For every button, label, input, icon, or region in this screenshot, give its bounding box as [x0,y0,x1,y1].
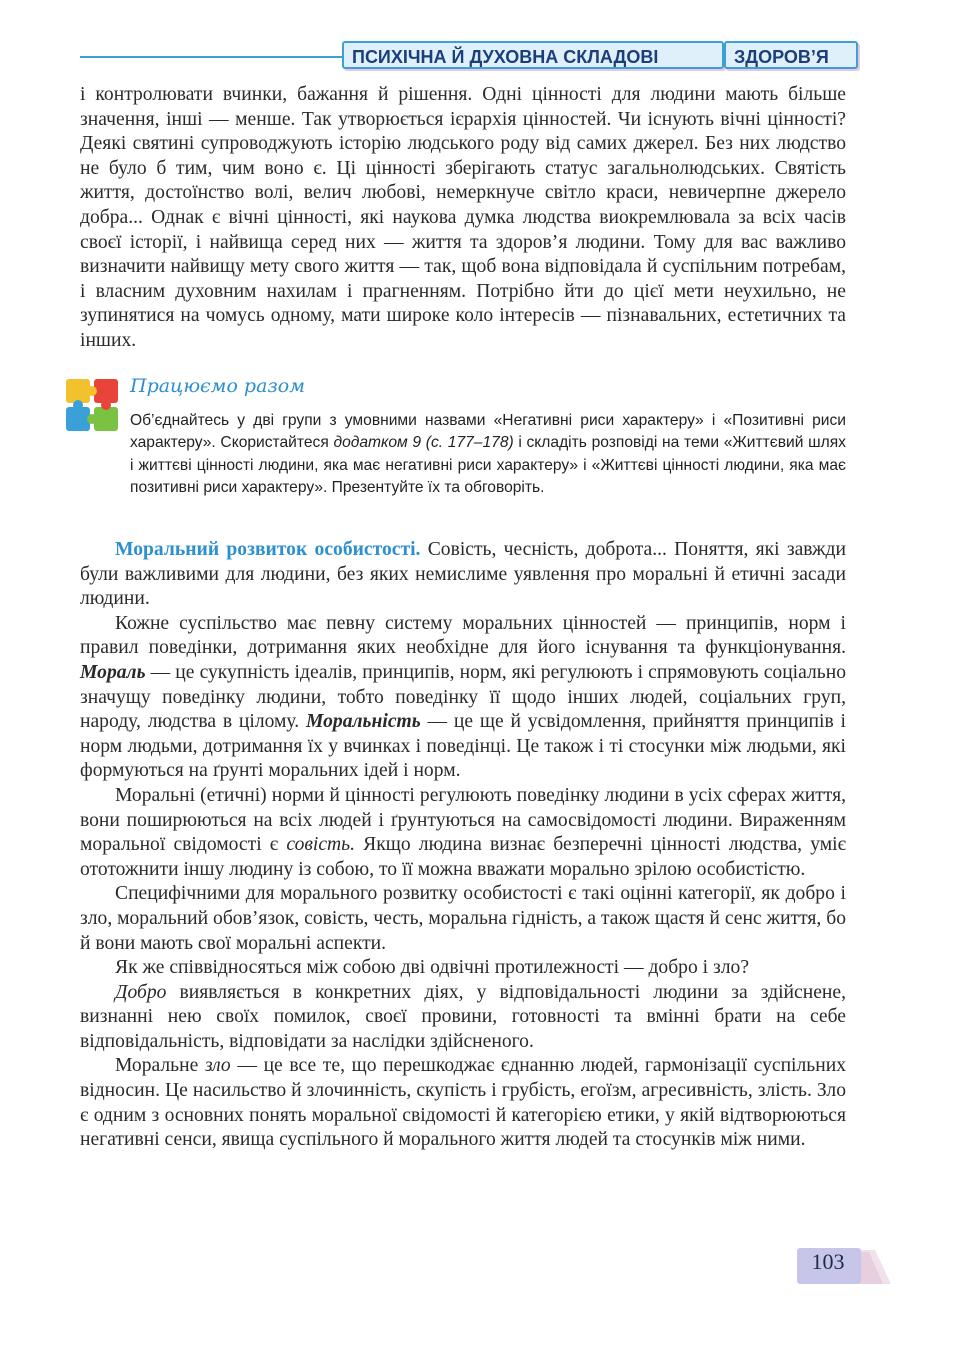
intro-text: і контролювати вчинки, бажання й рішення. Одні цінності для людини мають більше значення, інші — менше. Так утворюється ієрархія цінностей. Чи існують вічні цінності? Деякі святині супроводжують історію людського роду від самих джерел. Без них людство не було б тим, чим воно є. Ці цінності зберігають статус загальнолюдських. Святість життя, достоїнство волі, велич любові, немеркнуче світло краси, невичерпне джерело добра... Однак є вічні цінності, які наукова думка людства виокремлювала за всіх часів своєї історії, і найвища серед них — життя та здоров’я людини. Тому для вас важливо визначити найвищу мету свого життя — так, щоб вона відповідала й суспільним потребам, і власним духовним нахилам і прагненням. Потрібно йти до цієї мети неухильно, не зупинятися на чомусь одному, мати широке коло інтересів — пізнавальних, естетичних та інших. [80,84,846,351]
paragraph-text: Моральні (етичні) норми й цінності регулюють поведінку людини в усіх сферах життя, вони поширюються на всіх людей і ґрунтуються на самосвідомості людини. Вираженням моральної свідомості є [80,784,846,856]
workbox-text [130,410,846,500]
paragraph-text: Кожне суспільство має певну систему моральних цінностей — принципів, норм і правил поведінки, дотримання яких необхідне для його існування та функціонування. [80,612,846,659]
main-section [80,538,846,1153]
term-moral: Мораль [80,661,146,683]
paragraph [80,784,846,882]
paragraph-text: — це ще й усвідомлення, прийняття принципів і норм людьми, дотримання їх у вчинках і поведінці. Це також і ті стосунки між людьми, які формуються на ґрунті моральних ідей і норм. [80,711,846,782]
section-heading: Моральний розвиток особистості. [115,539,421,560]
header-rule [80,56,342,58]
paragraph-text: Моральне [115,1055,205,1077]
term-conscience: совість. [286,834,355,856]
paragraph [80,981,846,1055]
paragraph-text: — це сукупність ідеалів, принципів, норм, які регулюють і спрямовують соціально значущу поведінку людини, тобто поведінку її щодо інших людей, соціальних груп, народу, людства в цілому. [80,661,846,733]
section-title-2: ЗДОРОВ’Я [724,41,858,69]
section-title: ПСИХІЧНА Й ДУХОВНА СКЛАДОВІ [342,41,724,69]
workbox-text-part: і складіть розповіді на теми «Життєвий шлях і життєві цінності людини, яка має негативні риси характеру» і «Життєві цінності людини, яка має позитивні риси характеру». Презентуйте їх та обговоріть. [130,434,846,497]
paragraph [80,612,846,784]
puzzle-icon [64,377,120,433]
paragraph: Як же співвідносяться між собою дві одвічні протилежності — добро і зло? [115,957,750,979]
page-number: 103 [811,1249,845,1274]
paragraph-text: Якщо людина визнає безперечні цінності людства, уміє ототожнити іншу людину із собою, то її можна вважати морально зрілою особистістю. [80,834,846,880]
paragraph: Специфічними для морального розвитку особистості є такі оцінні категорії, як добро і зло, моральний обов’язок, совість, честь, моральна гідність, а також щастя й сенс життя, бо й вони мають свої моральні аспекти. [80,883,846,954]
intro-paragraph [80,83,846,354]
term-morality: Моральність [305,711,421,733]
workbox-text-part: Об’єднайтесь у дві групи з умовними назвами «Негативні риси характеру» і «Позитивні риси характеру». Скористайтеся [130,412,846,452]
paragraph-text: — це все те, що перешкоджає єднанню людей, гармонізації суспільних відносин. Це насильство й злочинність, скупість і грубість, егоїзм, агресивність, злість. Зло є одним з основних понять моральної свідомості й категорією етики, у якій відтворюються негативні сенси, явища суспільного й морального життя людей та стосунків між ними. [80,1055,846,1151]
term-evil: зло [204,1055,231,1077]
paragraph-text: Совість, чесність, доброта... Поняття, які завжди були важливими для людини, без яких немислиме уявлення про моральні й етичні засади людини. [80,539,846,610]
workbox-reference: додатком 9 (с. 177–178) [333,434,514,452]
term-good: Добро [115,981,167,1003]
workbox-title: Працюємо разом [130,375,305,397]
paragraph [80,1054,846,1152]
paragraph-text: виявляється в конкретних діях, у відповідальності людини за здійснене, визнанні нею своїх помилок, своєї провини, готовності та вмінні брати на себе відповідальність, відповідати за наслідки здійсненого. [80,981,846,1052]
paragraph [80,538,846,612]
